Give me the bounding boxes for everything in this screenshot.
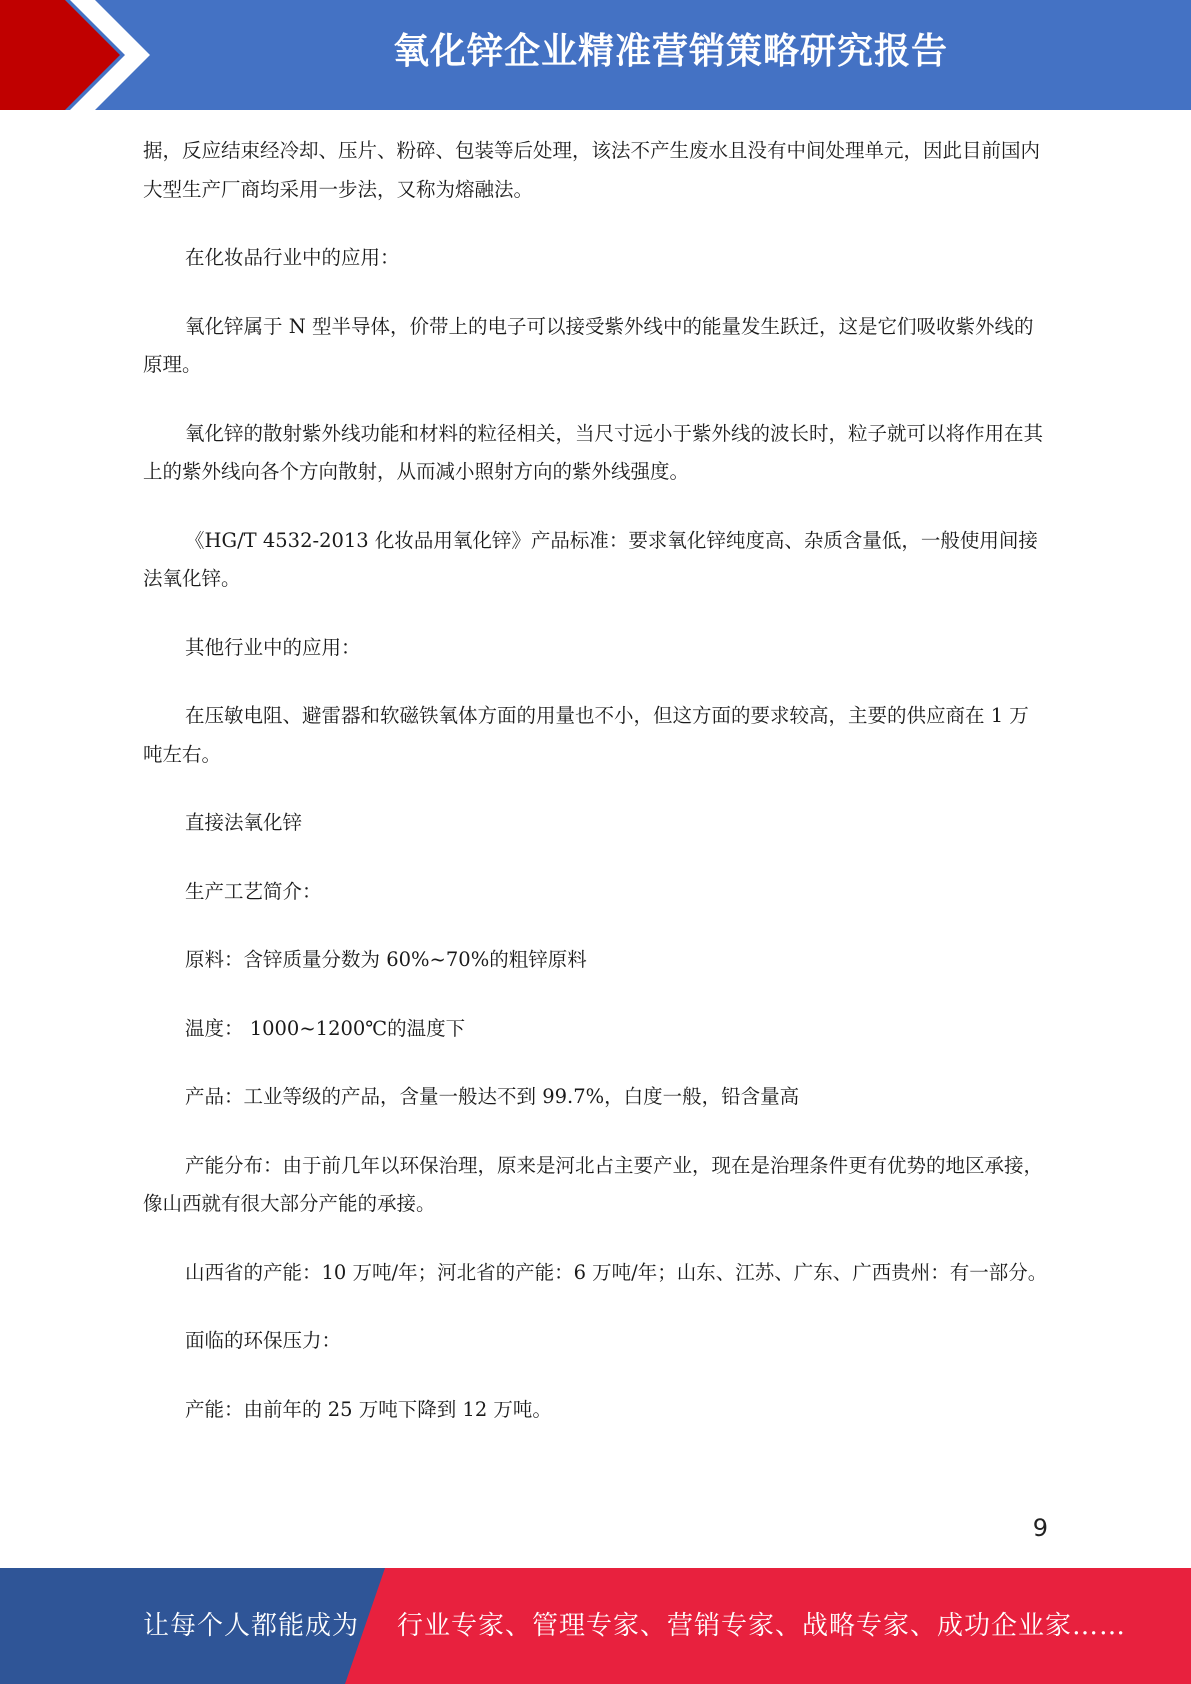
paragraph-spacer — [143, 1292, 1048, 1322]
paragraph: 原料：含锌质量分数为 60%~70%的粗锌原料 — [185, 948, 587, 971]
paragraph: 直接法氧化锌 — [185, 811, 303, 834]
page-header — [0, 0, 1191, 110]
paragraph-spacer — [143, 843, 1048, 873]
paragraph-spacer — [143, 1117, 1048, 1147]
footer-slogan-left: 让每个人都能成为 — [143, 1611, 360, 1641]
paragraph: 其他行业中的应用： — [185, 635, 361, 659]
footer-slogan-right: 行业专家、管理专家、营销专家、战略专家、成功企业家…… — [397, 1611, 1127, 1641]
page-footer — [0, 1568, 1191, 1684]
paragraph: 山西省的产能：10 万吨/年；河北省的产能：6 万吨/年；山东、江苏、广东、广西贵州：有一部分。 — [185, 1260, 1048, 1284]
paragraph-spacer — [143, 911, 1048, 941]
paragraph-spacer — [143, 1361, 1048, 1391]
paragraph: 在化妆品行业中的应用： — [185, 246, 400, 269]
header-arrow-decoration — [0, 0, 160, 110]
paragraph: 在压敏电阻、避雷器和软磁铁氧体方面的用量也不小，但这方面的要求较高，主要的供应商在 1 万吨左右。 — [143, 704, 1029, 766]
paragraph-spacer — [143, 1048, 1048, 1078]
paragraph-spacer — [143, 1224, 1048, 1254]
paragraph: 产能分布：由于前几年以环保治理，原来是河北占主要产业，现在是治理条件更有优势的地区承接，像山西就有很大部分产能的承接。 — [143, 1153, 1044, 1215]
paragraph: 氧化锌属于 N 型半导体，价带上的电子可以接受紫外线中的能量发生跃迁，这是它们吸收紫外线的原理。 — [143, 314, 1034, 376]
body-text — [143, 132, 1048, 1429]
report-title: 氧化锌企业精准营销策略研究报告 — [392, 31, 948, 72]
paragraph-spacer — [143, 599, 1048, 629]
paragraph-spacer — [143, 492, 1048, 522]
paragraph: 《HG/T 4532-2013 化妆品用氧化锌》产品标准：要求氧化锌纯度高、杂质含量低，一般使用间接法氧化锌。 — [143, 528, 1038, 590]
page-number: 9 — [1032, 1514, 1048, 1542]
paragraph-spacer — [143, 667, 1048, 697]
paragraph-spacer — [143, 278, 1048, 308]
paragraph: 温度： 1000~1200℃的温度下 — [185, 1016, 466, 1040]
paragraph: 面临的环保压力： — [185, 1329, 342, 1352]
paragraph: 氧化锌的散射紫外线功能和材料的粒径相关，当尺寸远小于紫外线的波长时，粒子就可以将作用在其上的紫外线向各个方向散射，从而减小照射方向的紫外线强度。 — [143, 421, 1044, 483]
paragraph-spacer — [143, 385, 1048, 415]
paragraph: 生产工艺简介： — [185, 879, 322, 903]
paragraph: 产品：工业等级的产品，含量一般达不到 99.7%，白度一般，铅含量高 — [185, 1085, 800, 1108]
paragraph: 产能：由前年的 25 万吨下降到 12 万吨。 — [185, 1397, 552, 1421]
paragraph-spacer — [143, 980, 1048, 1010]
paragraph: 据，反应结束经冷却、压片、粉碎、包装等后处理，该法不产生废水且没有中间处理单元，因此目前国内大型生产厂商均采用一步法，又称为熔融法。 — [143, 139, 1041, 201]
paragraph-spacer — [143, 774, 1048, 804]
paragraph-spacer — [143, 209, 1048, 239]
